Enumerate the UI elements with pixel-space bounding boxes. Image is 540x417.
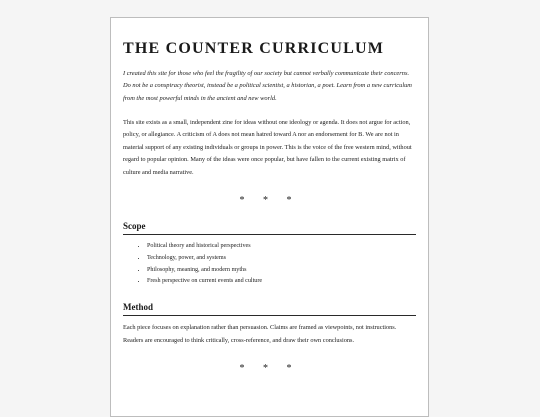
list-item: • Technology, power, and systems (147, 253, 416, 265)
about-paragraph: This site exists as a small, independent zine for ideas without one ideology or agenda. It does not argue for action, policy, or allegiance. A criticism of A does not mean hatred toward A nor an endorsement for B. We are not in material support of any existing individuals or groups in power. This is the voice of the free western mind, without regard to popular opinion. Many of the ideas were once popular, but have fallen to the current existing matrix of culture and media narrative. (123, 118, 412, 176)
site-title: THE COUNTER CURRICULUM (123, 40, 385, 57)
list-item: • Philosophy, meaning, and modern myths (147, 265, 416, 277)
scope-list (123, 241, 416, 288)
scope-heading: Scope (123, 221, 416, 235)
section-separator: * * * (239, 194, 300, 206)
list-item: • Political theory and historical perspectives (147, 241, 416, 253)
list-item: • Fresh perspective on current events and culture (147, 276, 416, 288)
intro-paragraph: I created this site for those who feel the fragility of our society but cannot verbally communicate their concerns. Do not be a conspiracy theorist, instead be a political scientist, a historian, a poet. Learn from a new curriculum from the most powerful minds in the ancient and new world. (123, 70, 412, 102)
method-heading: Method (123, 302, 416, 316)
section-separator: * * * (239, 362, 300, 374)
method-paragraph: Each piece focuses on explanation rather than persuasion. Claims are framed as viewpoints, not instructions. Readers are encouraged to think critically, cross-reference, and draw their own conclusions. (123, 324, 397, 344)
document-page (110, 17, 429, 417)
